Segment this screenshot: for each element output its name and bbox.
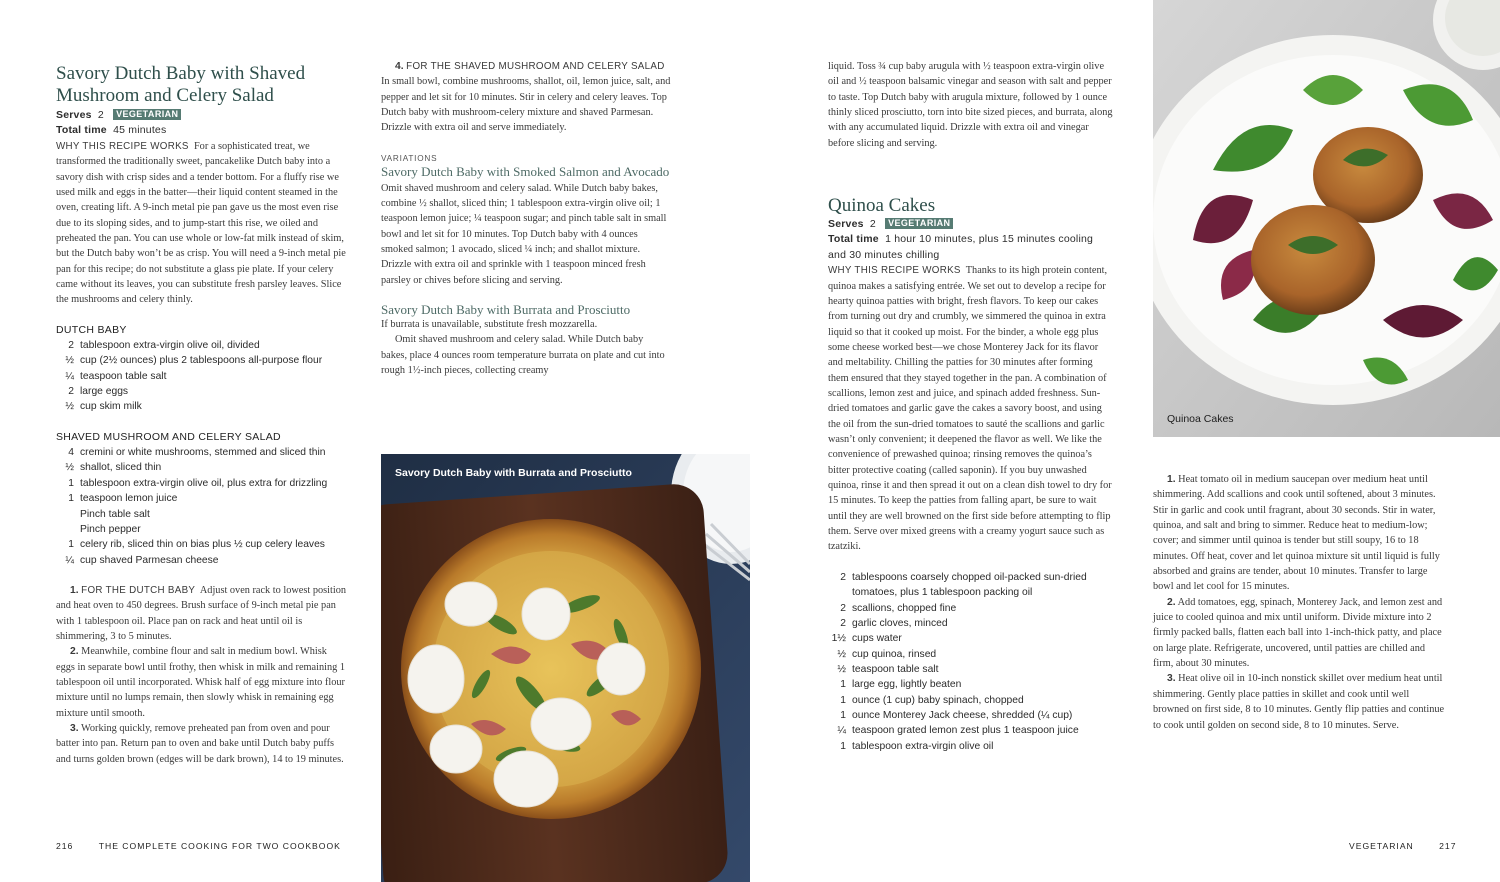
ingredient-text: garlic cloves, minced — [852, 617, 948, 629]
step-text: Meanwhile, combine flour and salt in medium bowl. Whisk eggs in separate bowl until frothy, then whisk in milk and remaining 1 tablespoon oil until incorporated. Whisk half of egg mixture into flour mixture until no lumps remain, then slowly whisk in remaining egg mixture until smooth. — [56, 646, 346, 719]
ingredient-row — [56, 491, 348, 506]
quinoa-vegetarian-badge: VEGETARIAN — [885, 218, 953, 229]
page-number-right: 217 — [1439, 841, 1457, 851]
step-number: 2. — [1167, 596, 1176, 608]
quinoa-serves-label: Serves — [828, 218, 864, 231]
ingredient-row — [56, 384, 348, 399]
quinoa-serves-line — [828, 217, 1114, 232]
ingredient-quantity: 2 — [840, 617, 846, 629]
ingredient-quantity: 1 — [840, 694, 846, 706]
ingredients-quinoa — [828, 570, 1114, 754]
ingredient-quantity: 1½ — [831, 633, 846, 645]
ingredient-text: cup quinoa, rinsed — [852, 648, 937, 660]
ingredient-quantity: 1 — [840, 740, 846, 752]
section-salad-heading: SHAVED MUSHROOM AND CELERY SALAD — [56, 430, 281, 443]
dutch-baby-caption: Savory Dutch Baby with Burrata and Prosciutto — [395, 467, 632, 479]
step-4-num: 4. — [395, 61, 404, 72]
quinoa-photo — [1153, 0, 1500, 437]
footer-left — [56, 841, 341, 851]
step-number: 3. — [70, 722, 79, 734]
step-number: 3. — [1167, 673, 1176, 685]
ingredient-text: cup shaved Parmesan cheese — [80, 554, 219, 566]
why-text: For a sophisticated treat, we transformed the traditionally sweet, pancakelike Dutch baby into a savory dish with crisp sides and a tender bottom. For a fluffy rise we used milk and eggs in the batter—their liquid content steamed in the oven, creating lift. A 9-inch metal pie pan gave us the most even rise due to its sloping sides, and to jump-start this rise, we oiled and preheated the pan. You can use whole or low-fat milk instead of skim, but the Dutch baby won’t be as crisp. You will need a 9-inch metal pie pan for this recipe; do not substitute a glass pie plate. If your celery came without its leaves, you can substitute fresh parsley leaves. Slice the mushrooms and celery thinly. — [56, 140, 346, 306]
quinoa-why-this-works — [828, 263, 1114, 555]
ingredient-quantity: 1 — [840, 679, 846, 691]
ingredient-row — [56, 445, 348, 460]
dutch-baby-photo — [381, 454, 750, 882]
serves-label: Serves — [56, 109, 92, 121]
page-number-left: 216 — [56, 841, 74, 851]
ingredient-quantity: 1 — [840, 709, 846, 721]
ingredient-quantity: 1 — [68, 477, 74, 489]
ingredient-quantity: 2 — [840, 602, 846, 614]
ingredient-row — [56, 507, 348, 522]
ingredient-row — [828, 616, 1114, 631]
ingredient-text: tablespoon extra-virgin olive oil — [852, 740, 994, 752]
variation-2-title: Savory Dutch Baby with Burrata and Prosciutto — [381, 302, 631, 318]
quinoa-serves-value: 2 — [869, 218, 876, 231]
quinoa-why-label: WHY THIS RECIPE WORKS — [828, 265, 961, 277]
ingredient-text: teaspoon table salt — [852, 663, 939, 675]
ingredient-row — [828, 570, 1114, 601]
ingredient-quantity — [56, 507, 74, 522]
ingredient-text: ounce Monterey Jack cheese, shredded (¼ cup) — [852, 709, 1073, 721]
ingredient-row — [828, 723, 1114, 738]
ingredient-quantity: ½ — [65, 401, 74, 413]
ingredient-quantity: ½ — [65, 355, 74, 367]
steps-quinoa — [1153, 472, 1445, 733]
ingredient-quantity: ½ — [837, 648, 846, 660]
variation-1-text: Omit shaved mushroom and celery salad. While Dutch baby bakes, combine ½ shallot, sliced thin; 1 tablespoon extra-virgin olive oil; 1 teaspoon lemon juice; ¼ teaspoon sugar; and pinch table salt in small bowl and let sit for 10 minutes. Top Dutch baby with 4 ounces smoked salmon; 1 avocado, sliced ¼ inch; and shallot mixture. Drizzle with extra oil and sprinkle with 1 teaspoon minced fresh parsley or chives before slicing and serving. — [381, 182, 667, 286]
recipe-title: Savory Dutch Baby with Shaved Mushroom and Celery Salad — [56, 63, 306, 106]
ingredient-row — [56, 553, 348, 568]
footer-right — [1349, 841, 1457, 851]
ingredient-row — [56, 537, 348, 552]
variation-2-text-1: If burrata is unavailable, substitute fresh mozzarella. — [381, 319, 598, 331]
step-lead: FOR THE DUTCH BABY — [81, 584, 196, 596]
step-text: Heat olive oil in 10-inch nonstick skillet over medium heat until shimmering. Gently place patties in skillet and cook until well browned on first side, 8 to 10 minutes. Gently flip patties and continue to cook until golden on second side, 8 to 10 minutes. Serve. — [1153, 673, 1445, 731]
ingredient-quantity: ½ — [65, 462, 74, 474]
ingredient-text: celery rib, sliced thin on bias plus ½ cup celery leaves — [80, 539, 325, 551]
ingredient-row — [828, 601, 1114, 616]
ingredient-quantity: 4 — [68, 447, 74, 459]
ingredients-salad — [56, 445, 348, 568]
ingredient-row — [56, 476, 348, 491]
step-3 — [56, 721, 348, 767]
step-1 — [56, 583, 348, 644]
ingredient-quantity: 2 — [840, 571, 846, 583]
ingredient-row — [56, 399, 348, 414]
quinoa-title: Quinoa Cakes — [828, 195, 936, 217]
continued-text: liquid. Toss ¾ cup baby arugula with ½ teaspoon extra-virgin olive oil and ½ teaspoon balsamic vinegar and season with salt and pepper to taste. Top Dutch baby with arugula mixture, followed by 1 ounce thinly sliced prosciutto, torn into bite sized pieces, and burrata, along with any accumulated liquid. Drizzle with extra oil and vinegar before slicing and serving. — [828, 61, 1113, 149]
section-dutch-baby-heading: DUTCH BABY — [56, 323, 127, 336]
ingredient-row — [828, 708, 1114, 723]
step-number: 1. — [70, 584, 79, 596]
ingredient-quantity: ¼ — [65, 370, 74, 382]
steps-dutch-baby — [56, 583, 348, 767]
ingredient-text: tablespoons coarsely chopped oil-packed sun-dried tomatoes, plus 1 tablespoon packing oil — [852, 571, 1087, 599]
ingredient-quantity: ½ — [837, 663, 846, 675]
column-two — [381, 59, 671, 379]
step-4 — [381, 59, 671, 136]
ingredient-row — [828, 631, 1114, 646]
ingredient-quantity: ¼ — [65, 554, 74, 566]
ingredient-text: cups water — [852, 633, 902, 645]
ingredient-text: large eggs — [80, 386, 129, 398]
quinoa-why-text: Thanks to its high protein content, quinoa makes a satisfying entrée. We set out to develop a recipe for hearty quinoa patties with bright, fresh flavors. To keep our cakes from turning out dry and crumbly, we simmered the quinoa in extra liquid so that it cooked up moist. For the binder, a whole egg plus some cheese worked best—we chose Monterey Jack for its flavor and meltability. Chilling the patties for 30 minutes after forming them ensured that they stayed together in the pan. A combination of scallions, lemon zest and juice, and spinach added freshness. Sun-dried tomatoes and garlic gave the cakes a savory boost, and using the oil from the sun-dried tomatoes to sauté the scallions and garlic wasn’t only convenient; it deepened the flavor as well. We like the convenience of prewashed quinoa; rinsing removes the quinoa’s bitter protective coating (called saponin). If you buy unwashed quinoa, rinse it and then spread it out on a clean dish towel to dry for 15 minutes. To keep the patties from falling apart, be sure to wait until they are well browned on the first side before attempting to flip them. Serve over mixed greens with a creamy yogurt sauce such as tzatziki. — [828, 265, 1112, 553]
step-number: 2. — [70, 646, 79, 658]
quinoa-illustration — [1153, 0, 1500, 437]
step-number: 1. — [1167, 474, 1176, 485]
vegetarian-badge: VEGETARIAN — [113, 109, 181, 120]
ingredient-row — [828, 677, 1114, 692]
step-2 — [56, 644, 348, 721]
total-time-value: 45 minutes — [113, 124, 167, 137]
ingredient-text: teaspoon grated lemon zest plus 1 teaspoon juice — [852, 725, 1079, 737]
step-text: Heat tomato oil in medium saucepan over medium heat until shimmering. Add scallions and cook until softened, about 3 minutes. Stir in garlic and cook until fragrant, about 30 seconds. Stir in water, quinoa, and salt and bring to simmer. Reduce heat to medium-low; cover; and simmer until quinoa is tender but still soupy, 16 to 18 minutes. Off heat, cover and let quinoa mixture sit until liquid is fully absorbed and grains are tender, about 10 minutes. Transfer to large bowl and let cool for 15 minutes. — [1153, 474, 1440, 593]
step-2 — [1153, 595, 1445, 672]
variation-1-title: Savory Dutch Baby with Smoked Salmon and Avocado — [381, 163, 670, 179]
quinoa-total-time-line — [828, 232, 1114, 263]
step-text: Add tomatoes, egg, spinach, Monterey Jack, and lemon zest and juice to cooled quinoa and mix until uniform. Divide mixture into 2 firmly packed balls, flatten each ball into 1-inch-thick patty, and place on large plate. Refrigerate, uncovered, until patties are chilled and firm, about 30 minutes. — [1153, 596, 1443, 670]
step-3 — [1153, 671, 1445, 732]
why-this-works — [56, 139, 348, 308]
ingredient-row — [56, 522, 348, 537]
ingredients-dutch-baby — [56, 338, 348, 415]
ingredient-row — [828, 647, 1114, 662]
serves-value: 2 — [97, 109, 104, 121]
ingredient-row — [828, 693, 1114, 708]
ingredient-quantity: 1 — [68, 539, 74, 551]
ingredient-quantity: 2 — [68, 340, 74, 351]
dutch-baby-illustration — [381, 454, 750, 882]
quinoa-total-time-label: Total time — [828, 233, 879, 246]
book-title: THE COMPLETE COOKING FOR TWO COOKBOOK — [98, 841, 341, 851]
ingredient-row — [56, 353, 348, 368]
ingredient-quantity — [56, 522, 74, 537]
ingredient-row — [56, 369, 348, 384]
ingredient-row — [828, 662, 1114, 677]
step-4-lead: FOR THE SHAVED MUSHROOM AND CELERY SALAD — [406, 61, 665, 72]
ingredient-quantity: ¼ — [837, 725, 846, 737]
step-text: Working quickly, remove preheated pan from oven and pour batter into pan. Return pan to oven and bake until Dutch baby puffs and turns golden brown (edges will be dark brown), 14 to 19 minutes. — [56, 722, 344, 765]
ingredient-row — [828, 739, 1114, 754]
ingredient-row — [56, 338, 348, 353]
ingredient-text: tablespoon extra-virgin olive oil, plus extra for drizzling — [80, 477, 328, 489]
ingredient-text: cup skim milk — [80, 401, 142, 413]
total-time-label: Total time — [56, 124, 107, 137]
ingredient-text: tablespoon extra-virgin olive oil, divided — [80, 340, 260, 351]
ingredient-text: teaspoon table salt — [80, 370, 167, 382]
serves-line — [56, 108, 348, 123]
step-1 — [1153, 472, 1445, 595]
variations-label: VARIATIONS — [381, 153, 438, 163]
ingredient-text: ounce (1 cup) baby spinach, chopped — [852, 694, 1024, 706]
step-4-text: In small bowl, combine mushrooms, shallot, oil, lemon juice, salt, and pepper and let sit for 10 minutes. Stir in celery and celery leaves. Top Dutch baby with mushroom-celery mixture and shaved Parmesan. Drizzle with extra oil and serve immediately. — [381, 76, 671, 134]
ingredient-text: Pinch table salt — [80, 508, 150, 520]
variation-2-text-2: Omit shaved mushroom and celery salad. While Dutch baby bakes, place 4 ounces room temperature burrata on plate and cut into rough 1½-inch pieces, collecting creamy — [381, 334, 665, 377]
recipe-dutch-baby — [56, 63, 348, 767]
ingredient-text: teaspoon lemon juice — [80, 493, 178, 505]
ingredient-text: cup (2½ ounces) plus 2 tablespoons all-purpose flour — [80, 355, 323, 367]
quinoa-caption: Quinoa Cakes — [1167, 413, 1234, 425]
ingredient-text: cremini or white mushrooms, stemmed and sliced thin — [80, 447, 326, 459]
total-time-line — [56, 123, 348, 138]
ingredient-text: Pinch pepper — [80, 523, 141, 535]
step-text: Adjust oven rack to lowest position and heat oven to 450 degrees. Brush surface of 9-inch metal pie pan with 1 tablespoon oil. Place pan on rack and heat until oil is shimmering, 3 to 5 minutes. — [56, 584, 347, 642]
ingredient-quantity: 2 — [68, 386, 74, 398]
ingredient-text: scallions, chopped fine — [852, 602, 957, 614]
ingredient-quantity: 1 — [68, 493, 74, 505]
quinoa-total-time-value: 1 hour 10 minutes, plus 15 minutes cooling and 30 minutes chilling — [828, 233, 1094, 261]
ingredient-row — [56, 460, 348, 475]
why-label: WHY THIS RECIPE WORKS — [56, 140, 189, 152]
section-name: VEGETARIAN — [1349, 841, 1414, 851]
ingredient-text: large egg, lightly beaten — [852, 679, 962, 691]
ingredient-text: shallot, sliced thin — [80, 462, 162, 474]
column-three — [828, 59, 1114, 754]
column-four — [1153, 472, 1445, 733]
